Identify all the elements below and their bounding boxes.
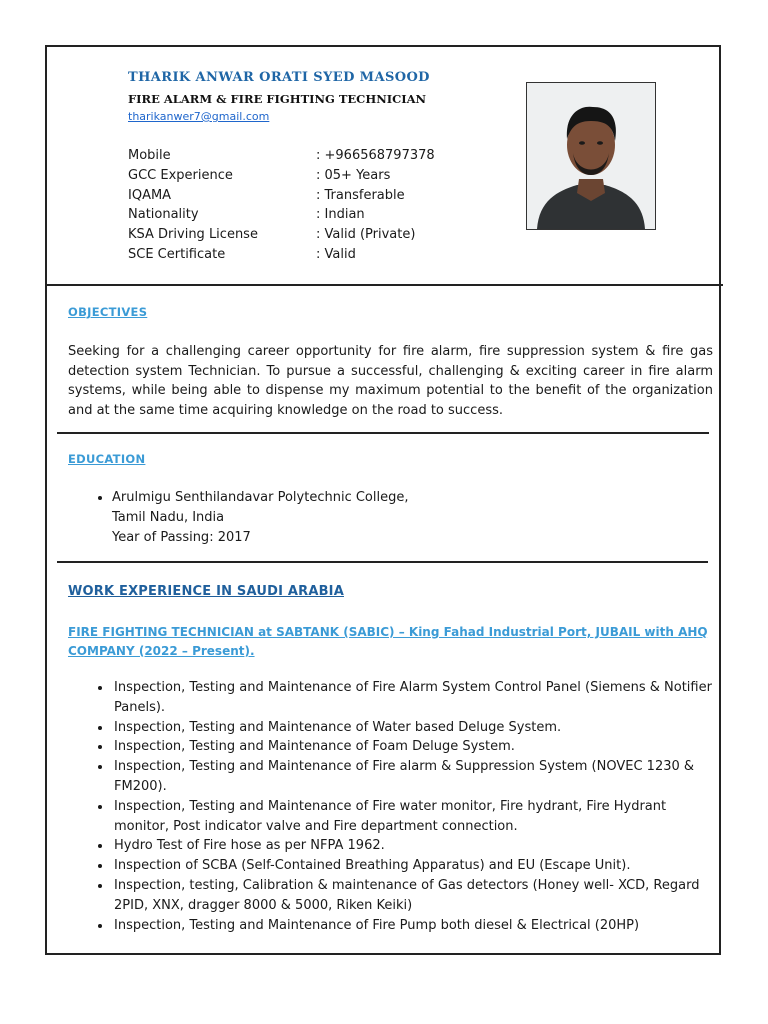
detail-label: Nationality xyxy=(128,207,199,223)
section-divider xyxy=(57,432,709,434)
detail-value: : Valid xyxy=(316,246,356,262)
detail-row-driving-license xyxy=(128,225,435,245)
detail-value: : Transferable xyxy=(316,187,405,203)
email-link[interactable]: tharikanwer7@gmail.com xyxy=(128,110,270,123)
detail-label: Mobile xyxy=(128,148,171,163)
candidate-role: FIRE ALARM & FIRE FIGHTING TECHNICIAN xyxy=(128,92,427,106)
list-item: • Inspection of SCBA (Self-Contained Breathing Apparatus) and EU (Escape Unit). xyxy=(112,856,713,876)
objectives-heading: OBJECTIVES xyxy=(68,305,148,319)
personal-details xyxy=(128,146,435,265)
education-list xyxy=(68,488,713,547)
section-divider xyxy=(57,561,708,563)
education-item xyxy=(112,488,713,547)
candidate-name: THARIK ANWAR ORATI SYED MASOOD xyxy=(128,70,430,85)
detail-label: IQAMA xyxy=(128,187,172,203)
job-title: FIRE FIGHTING TECHNICIAN at SABTANK (SABIC) – King Fahad Industrial Port, JUBAIL with AHQ COMPANY (2022 – Present). xyxy=(68,625,708,658)
passing-year: Year of Passing: 2017 xyxy=(112,529,251,545)
detail-row-experience xyxy=(128,166,435,186)
detail-value: : +966568797378 xyxy=(316,148,435,163)
detail-row-nationality xyxy=(128,205,435,225)
duties-list xyxy=(68,678,713,935)
detail-label: SCE Certificate xyxy=(128,246,226,262)
work-experience-heading: WORK EXPERIENCE IN SAUDI ARABIA xyxy=(68,584,344,599)
detail-value: : 05+ Years xyxy=(316,167,391,183)
list-item: • Inspection, testing, Calibration & maintenance of Gas detectors (Honey well- XCD, Regard 2PID, XNX, dragger 8000 & 5000, Riken Keiki) xyxy=(112,876,713,916)
person-silhouette-icon xyxy=(527,83,655,229)
education-heading: EDUCATION xyxy=(68,452,146,466)
college-name: • Arulmigu Senthilandavar Polytechnic College, xyxy=(112,490,409,505)
detail-row-sce xyxy=(128,245,435,265)
objectives-text: Seeking for a challenging career opportunity for fire alarm, fire suppression system & fire gas detection system Technician. To pursue a successful, challenging & exciting career in fire alarm systems, while being able to dispense my maximum potential to the benefit of the organization and at the same time acquiring knowledge on the road to success. xyxy=(68,344,713,418)
header-divider xyxy=(45,284,723,286)
detail-row-iqama xyxy=(128,186,435,206)
detail-row-mobile xyxy=(128,146,435,166)
list-item: • Inspection, Testing and Maintenance of Foam Deluge System. xyxy=(112,737,713,757)
college-location: Tamil Nadu, India xyxy=(112,509,225,525)
list-item: • Inspection, Testing and Maintenance of Water based Deluge System. xyxy=(112,718,713,738)
list-item: • Inspection, Testing and Maintenance of Fire water monitor, Fire hydrant, Fire Hydrant monitor, Post indicator valve and Fire department connection. xyxy=(112,797,713,837)
detail-label: GCC Experience xyxy=(128,167,233,183)
profile-photo xyxy=(526,82,656,230)
list-item: • Inspection, Testing and Maintenance of Fire alarm & Suppression System (NOVEC 1230 & FM200). xyxy=(112,757,713,797)
list-item: • Inspection, Testing and Maintenance of Fire Alarm System Control Panel (Siemens & Notifier Panels). xyxy=(112,678,713,718)
detail-label: KSA Driving License xyxy=(128,227,258,243)
detail-value: : Indian xyxy=(316,207,365,223)
list-item: • Hydro Test of Fire hose as per NFPA 1962. xyxy=(112,836,713,856)
list-item: • Inspection, Testing and Maintenance of Fire Pump both diesel & Electrical (20HP) xyxy=(112,916,713,936)
detail-value: : Valid (Private) xyxy=(316,227,416,243)
